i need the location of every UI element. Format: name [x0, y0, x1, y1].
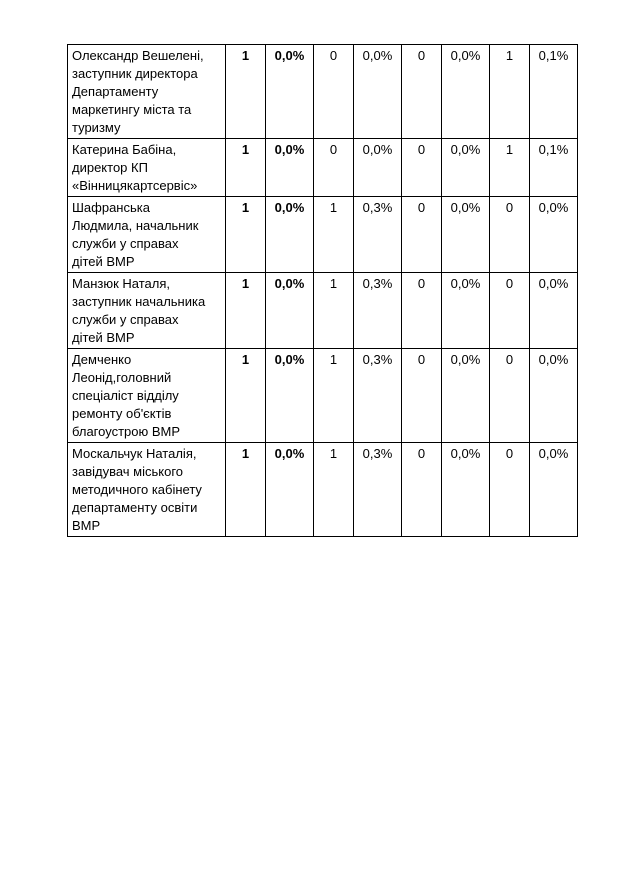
total-percent-cell: 0,0% — [266, 197, 314, 273]
count-cell: 0 — [490, 443, 530, 537]
count-cell: 1 — [490, 45, 530, 139]
percent-cell: 0,0% — [530, 197, 578, 273]
count-cell: 1 — [314, 273, 354, 349]
count-cell: 0 — [402, 349, 442, 443]
total-count-cell: 1 — [226, 443, 266, 537]
official-name-cell: Шафранська Людмила, начальник служби у справах дітей ВМР — [68, 197, 226, 273]
official-name-cell: Манзюк Наталя, заступник начальника служби у справах дітей ВМР — [68, 273, 226, 349]
count-cell: 0 — [490, 197, 530, 273]
table-row — [68, 273, 578, 349]
percent-cell: 0,1% — [530, 45, 578, 139]
percent-cell: 0,0% — [530, 273, 578, 349]
total-count-cell: 1 — [226, 197, 266, 273]
percent-cell: 0,3% — [354, 349, 402, 443]
count-cell: 0 — [490, 273, 530, 349]
percent-cell: 0,0% — [442, 443, 490, 537]
total-percent-cell: 0,0% — [266, 45, 314, 139]
count-cell: 0 — [402, 139, 442, 197]
percent-cell: 0,3% — [354, 443, 402, 537]
percent-cell: 0,1% — [530, 139, 578, 197]
total-percent-cell: 0,0% — [266, 349, 314, 443]
count-cell: 1 — [490, 139, 530, 197]
table-row — [68, 197, 578, 273]
total-count-cell: 1 — [226, 273, 266, 349]
table-row — [68, 45, 578, 139]
percent-cell: 0,0% — [530, 349, 578, 443]
total-percent-cell: 0,0% — [266, 443, 314, 537]
table-row — [68, 139, 578, 197]
count-cell: 0 — [490, 349, 530, 443]
count-cell: 1 — [314, 197, 354, 273]
count-cell: 0 — [402, 197, 442, 273]
percent-cell: 0,3% — [354, 273, 402, 349]
percent-cell: 0,0% — [530, 443, 578, 537]
total-count-cell: 1 — [226, 45, 266, 139]
percent-cell: 0,0% — [442, 197, 490, 273]
official-name-cell: Олександр Вешелені, заступник директора Департаменту маркетингу міста та туризму — [68, 45, 226, 139]
official-name-cell: Демченко Леонід,головний спеціаліст відділу ремонту об'єктів благоустрою ВМР — [68, 349, 226, 443]
count-cell: 0 — [314, 139, 354, 197]
percent-cell: 0,0% — [442, 139, 490, 197]
count-cell: 1 — [314, 349, 354, 443]
percent-cell: 0,0% — [442, 45, 490, 139]
count-cell: 0 — [402, 45, 442, 139]
count-cell: 0 — [402, 443, 442, 537]
percent-cell: 0,0% — [354, 45, 402, 139]
percent-cell: 0,0% — [442, 349, 490, 443]
percent-cell: 0,0% — [442, 273, 490, 349]
table-row — [68, 349, 578, 443]
official-name-cell: Москальчук Наталія, завідувач міського методичного кабінету департаменту освіти ВМР — [68, 443, 226, 537]
table-row — [68, 443, 578, 537]
count-cell: 0 — [402, 273, 442, 349]
total-count-cell: 1 — [226, 139, 266, 197]
total-percent-cell: 0,0% — [266, 273, 314, 349]
official-name-cell: Катерина Бабіна, директор КП «Вінницякартсервіс» — [68, 139, 226, 197]
percent-cell: 0,3% — [354, 197, 402, 273]
count-cell: 1 — [314, 443, 354, 537]
total-count-cell: 1 — [226, 349, 266, 443]
officials-statistics-table — [67, 44, 578, 537]
total-percent-cell: 0,0% — [266, 139, 314, 197]
count-cell: 0 — [314, 45, 354, 139]
percent-cell: 0,0% — [354, 139, 402, 197]
